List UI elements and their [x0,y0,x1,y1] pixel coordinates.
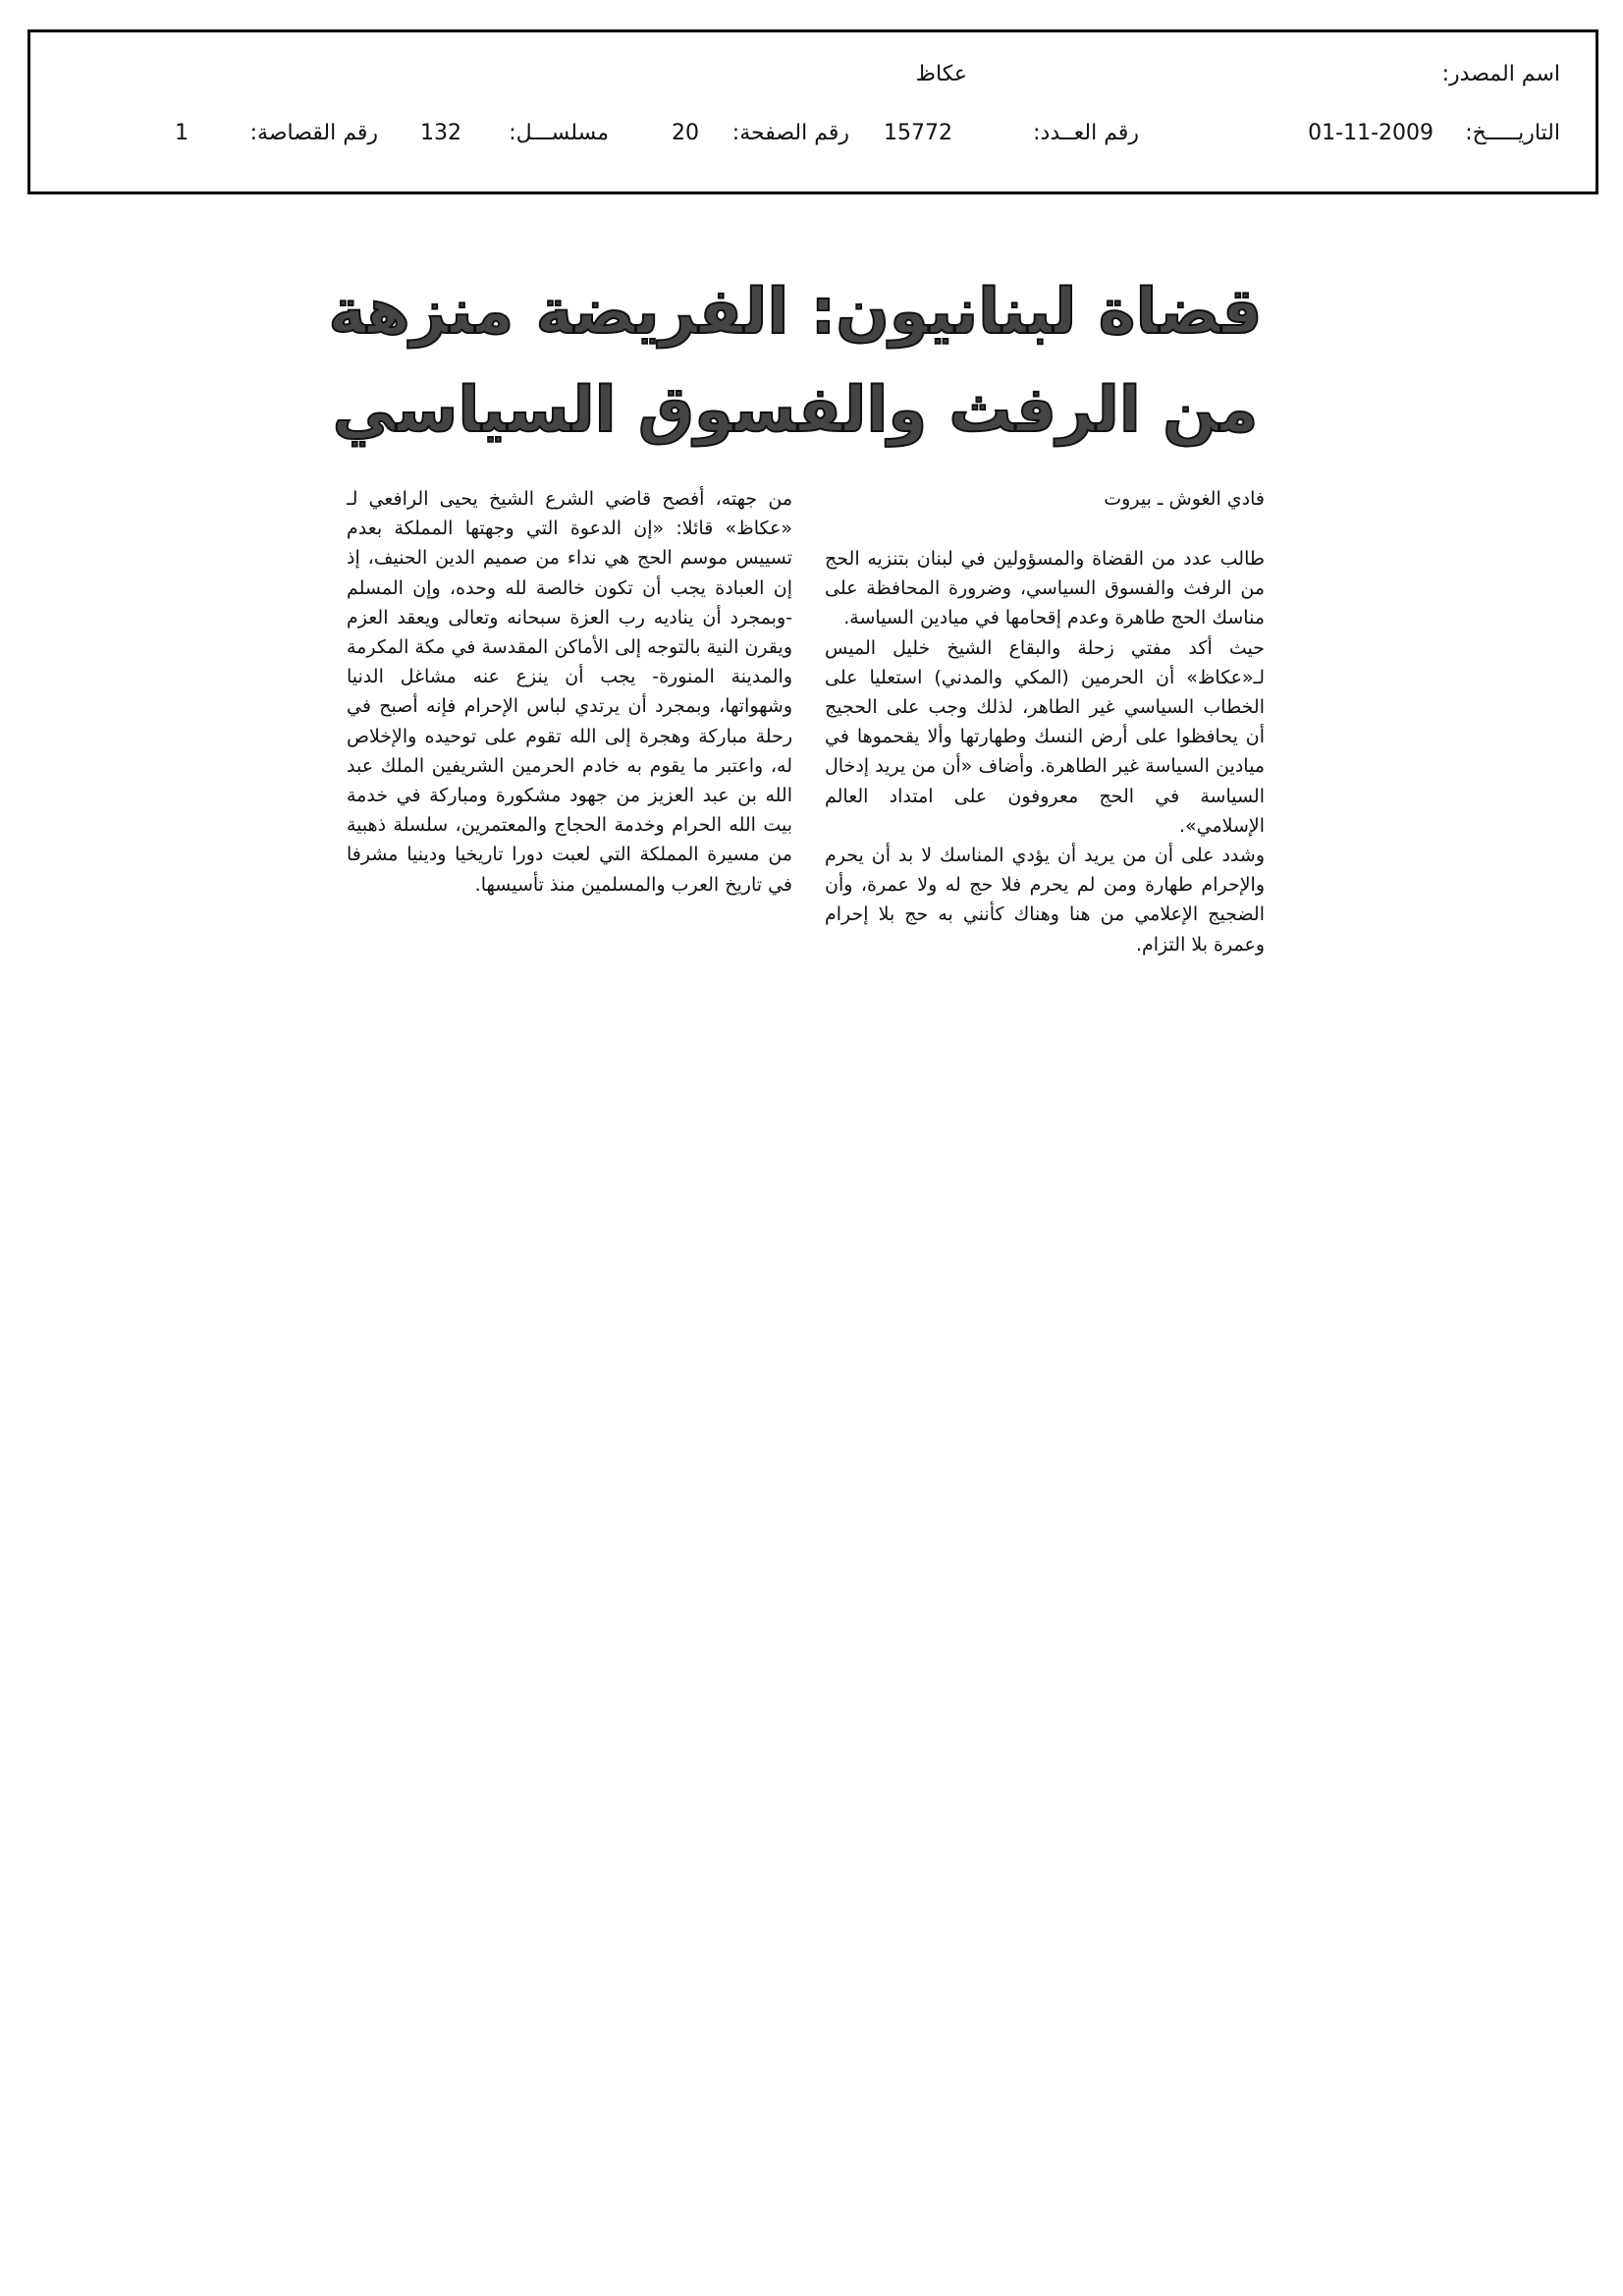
left-column-paragraph-1: من جهته، أفصح قاضي الشرع الشيخ يحيى الرافعي لـ «عكاظ» قائلا: «إن الدعوة التي وجهتها المملكة بعدم تسييس موسم الحج هي نداء من صميم الدين الحنيف، إذ إن العبادة يجب أن تكون خالصة لله وحده، وإن المسلم -وبمجرد أن يناديه رب العزة سبحانه وتعالى ويعقد العزم ويقرن النية بالتوجه إلى الأماكن المقدسة في مكة المكرمة والمدينة المنورة- يجب أن ينزع عنه مشاغل الدنيا وشهواتها، وبمجرد أن يرتدي لباس الإحرام فإنه أصبح في رحلة مباركة وهجرة إلى الله تقوم على توحيده والإخلاص له، واعتبر ما يقوم به خادم الحرمين الشريفين الملك عبد الله بن عبد العزيز من جهود مشكورة ومباركة في خدمة بيت الله الحرام وخدمة الحجاج والمعتمرين، سلسلة ذهبية من مسيرة المملكة التي لعبت دورا تاريخيا ودينيا مشرفا في تاريخ العرب والمسلمين منذ تأسيسها. [347,488,792,896]
serial-value: 132 [420,121,461,145]
clipping-header-box [27,29,1598,194]
clipping-value: 1 [175,121,189,145]
date-label: التاريـــــخ: [1465,121,1560,145]
headline-line-1: قضاة لبنانيون: الفريضة منزهة [328,276,1263,349]
source-value: عكاظ [915,62,967,86]
serial-label: مسلســـل: [509,121,609,145]
article-column-right [825,544,1265,959]
issue-label: رقم العــدد: [1033,121,1139,145]
issue-value: 15772 [884,121,952,145]
byline: فادي الغوش ـ بيروت [1104,488,1265,510]
source-label: اسم المصدر: [1441,62,1560,86]
clipping-label: رقم القصاصة: [249,121,378,145]
article-column-left [347,484,792,900]
date-value: 01-11-2009 [1308,121,1434,145]
right-column-paragraph-2: حيث أكد مفتي زحلة والبقاع الشيخ خليل الميس لـ«عكاظ» أن الحرمين (المكي والمدني) استعليا على الخطاب السياسي غير الطاهر، لذلك وجب على الحجيج أن يحافظوا على أرض النسك وطهارتها وألا يقحموها في ميادين السياسة غير الطاهرة. وأضاف «أن من يريد إدخال السياسة في الحج معروفون على امتداد العالم الإسلامي». [825,636,1265,837]
page-value: 20 [672,121,699,145]
headline-line-2: من الرفث والفسوق السياسي [332,374,1259,447]
right-column-paragraph-1: طالب عدد من القضاة والمسؤولين في لبنان بتنزيه الحج من الرفث والفسوق السياسي، وضرورة المحافظة على مناسك الحج طاهرة وعدم إقحامها في ميادين السياسة. [825,548,1265,629]
article-headline [324,263,1267,460]
page-label: رقم الصفحة: [731,121,849,145]
right-column-paragraph-3: وشدد على أن من يريد أن يؤدي المناسك لا بد أن يحرم والإحرام طهارة ومن لم يحرم فلا حج له ولا عمرة، وأن الضجيج الإعلامي من هنا وهناك كأنني به حج بلا إحرام وعمرة بلا التزام. [825,845,1265,956]
